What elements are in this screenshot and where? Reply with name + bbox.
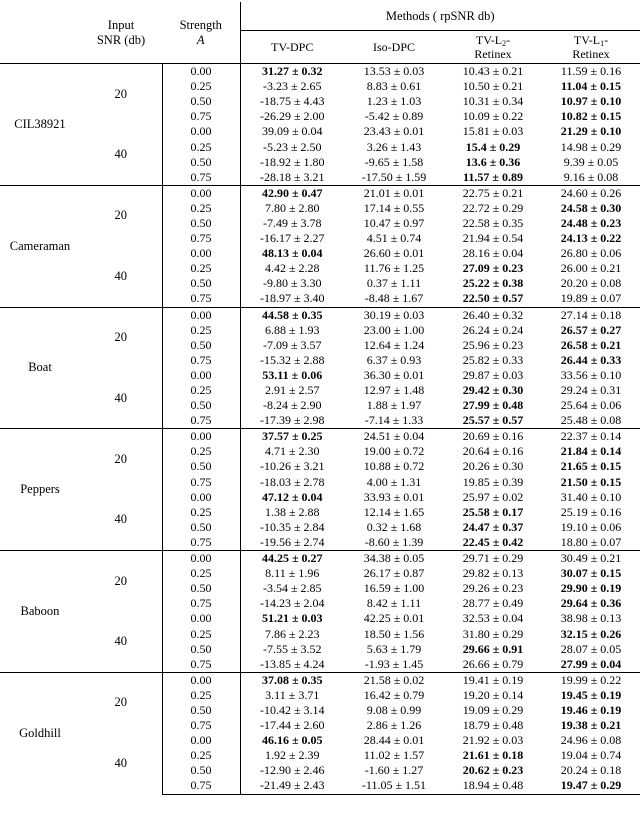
value-cell-iso-dpc: 10.47 ± 0.97: [363, 215, 425, 230]
value-cell-tv-l1-retinex: 38.98 ± 0.13: [560, 611, 622, 626]
value-cell-tv-dpc: -14.23 ± 2.04: [240, 596, 344, 611]
strength-cell: 0.25: [162, 444, 240, 459]
strength-cell: 0.25: [162, 139, 240, 154]
value-cell-iso-dpc: 16.42 ± 0.79: [363, 687, 425, 702]
value-cell-tv-dpc: -13.85 ± 4.24: [240, 657, 344, 673]
value-cell-tv-dpc: 44.58 ± 0.35: [240, 307, 344, 323]
strength-cell: 0.50: [162, 581, 240, 596]
strength-cell: 0.00: [162, 64, 240, 80]
strength-cell: 0.75: [162, 170, 240, 186]
value-cell-tv-l1-retinex: 19.47 ± 0.29: [542, 778, 640, 794]
value-cell-tv-l1-retinex: 22.37 ± 0.14: [542, 429, 640, 445]
value-cell-tv-l2-retinex: 10.31 ± 0.34: [462, 94, 524, 109]
value-cell-tv-dpc: 51.21 ± 0.03: [240, 611, 344, 626]
value-cell-tv-dpc: 6.88 ± 1.93: [240, 323, 344, 338]
value-cell-tv-l2-retinex: 25.97 ± 0.02: [462, 489, 524, 504]
strength-cell: 0.25: [162, 688, 240, 703]
value-cell-tv-l2-retinex: 21.92 ± 0.03: [462, 733, 524, 748]
value-cell-tv-l1-retinex: 33.56 ± 0.10: [560, 367, 622, 382]
value-cell-tv-l1-retinex: 25.64 ± 0.06: [560, 398, 622, 413]
value-cell-tv-dpc: 37.57 ± 0.25: [240, 429, 344, 445]
value-cell-tv-l2-retinex: 27.09 ± 0.23: [462, 261, 524, 276]
value-cell-iso-dpc: 2.86 ± 1.26: [366, 718, 422, 733]
value-cell-iso-dpc: 42.25 ± 0.01: [363, 611, 425, 626]
value-cell-tv-l2-retinex: 29.71 ± 0.29: [444, 551, 542, 567]
strength-cell: 0.75: [162, 778, 240, 794]
value-cell-tv-l2-retinex: 22.72 ± 0.29: [462, 200, 524, 215]
value-cell-iso-dpc: 11.02 ± 1.57: [363, 748, 425, 763]
value-cell-iso-dpc: 4.51 ± 0.74: [366, 231, 422, 246]
value-cell-iso-dpc: 19.00 ± 0.72: [363, 444, 425, 459]
strength-cell: 0.00: [162, 551, 240, 567]
value-cell-tv-l1-retinex: 19.38 ± 0.21: [560, 718, 622, 733]
value-cell-iso-dpc: 5.63 ± 1.79: [366, 641, 422, 656]
strength-cell: 0.75: [162, 413, 240, 429]
value-cell-tv-l2-retinex: 26.66 ± 0.79: [462, 656, 524, 671]
value-cell-tv-dpc: -18.03 ± 2.78: [240, 475, 344, 490]
strength-cell: 0.50: [162, 94, 240, 109]
value-cell-iso-dpc: 13.53 ± 0.03: [344, 64, 444, 80]
value-cell-tv-dpc: 4.42 ± 2.28: [240, 261, 344, 276]
strength-cell: 0.25: [162, 261, 240, 276]
header-methods-group: Methods ( rpSNR db): [240, 2, 640, 31]
value-cell-tv-dpc: -7.49 ± 3.78: [240, 216, 344, 231]
value-cell-tv-l2-retinex: 13.6 ± 0.36: [465, 154, 521, 169]
value-cell-tv-l1-retinex: 11.04 ± 0.15: [561, 79, 621, 94]
value-cell-iso-dpc: 0.32 ± 1.68: [366, 519, 422, 534]
image-name-cell: Baboon: [0, 551, 80, 673]
value-cell-tv-l1-retinex: 25.19 ± 0.16: [560, 504, 622, 519]
value-cell-iso-dpc: 23.00 ± 1.00: [363, 322, 425, 337]
value-cell-tv-dpc: -26.29 ± 2.00: [240, 109, 344, 124]
strength-cell: 0.00: [162, 246, 240, 261]
value-cell-tv-l2-retinex: 29.66 ± 0.91: [462, 641, 524, 656]
value-cell-tv-dpc: -10.42 ± 3.14: [240, 703, 344, 718]
value-cell-tv-l2-retinex: 15.4 ± 0.29: [465, 139, 521, 154]
input-snr-cell: 20: [80, 672, 162, 733]
value-cell-tv-dpc: -17.39 ± 2.98: [240, 413, 344, 429]
image-name-cell: Boat: [0, 307, 80, 429]
strength-cell: 0.50: [162, 642, 240, 657]
strength-cell: 0.50: [162, 216, 240, 231]
strength-cell: 0.50: [162, 155, 240, 170]
value-cell-tv-dpc: 47.12 ± 0.04: [240, 490, 344, 505]
value-cell-tv-l1-retinex: 19.10 ± 0.06: [560, 519, 622, 534]
strength-cell: 0.25: [162, 626, 240, 641]
table-row: [0, 551, 640, 567]
value-cell-tv-l1-retinex: 10.82 ± 0.15: [560, 109, 622, 124]
value-cell-tv-l2-retinex: 25.82 ± 0.33: [462, 352, 524, 367]
strength-cell: 0.25: [162, 383, 240, 398]
strength-cell: 0.75: [162, 596, 240, 611]
value-cell-tv-dpc: 48.13 ± 0.04: [240, 246, 344, 261]
input-snr-cell: 20: [80, 64, 162, 125]
strength-cell: 0.00: [162, 368, 240, 383]
value-cell-tv-l2-retinex: 26.40 ± 0.32: [444, 307, 542, 323]
value-cell-tv-l1-retinex: 26.00 ± 0.21: [560, 261, 622, 276]
strength-cell: 0.75: [162, 231, 240, 246]
value-cell-iso-dpc: 33.93 ± 0.01: [363, 489, 425, 504]
strength-cell: 0.25: [162, 79, 240, 94]
header-strength: Strength A: [179, 17, 222, 47]
value-cell-tv-l2-retinex: 11.57 ± 0.89: [463, 169, 523, 184]
value-cell-tv-l2-retinex: 29.87 ± 0.03: [462, 367, 524, 382]
value-cell-tv-l2-retinex: 18.94 ± 0.48: [444, 778, 542, 794]
value-cell-iso-dpc: 36.30 ± 0.01: [363, 367, 425, 382]
value-cell-tv-l2-retinex: 18.79 ± 0.48: [462, 718, 524, 733]
value-cell-tv-l2-retinex: 20.62 ± 0.23: [462, 763, 524, 778]
value-cell-tv-l1-retinex: 25.48 ± 0.08: [560, 413, 622, 428]
value-cell-tv-l2-retinex: 24.47 ± 0.37: [462, 519, 524, 534]
table-row: [0, 185, 640, 201]
value-cell-tv-dpc: 31.27 ± 0.32: [240, 64, 344, 80]
header-image-column: [0, 2, 80, 64]
value-cell-tv-dpc: -8.24 ± 2.90: [240, 398, 344, 413]
value-cell-tv-dpc: 37.08 ± 0.35: [240, 672, 344, 688]
value-cell-iso-dpc: 21.58 ± 0.02: [344, 672, 444, 688]
value-cell-tv-l1-retinex: 21.84 ± 0.14: [560, 444, 622, 459]
value-cell-tv-dpc: -7.09 ± 3.57: [240, 338, 344, 353]
table-row: [0, 64, 640, 80]
value-cell-iso-dpc: 30.19 ± 0.03: [344, 307, 444, 323]
value-cell-iso-dpc: 1.88 ± 1.97: [366, 398, 422, 413]
value-cell-tv-l1-retinex: 29.64 ± 0.36: [560, 596, 622, 611]
value-cell-tv-l1-retinex: 19.89 ± 0.07: [560, 291, 622, 306]
input-snr-cell: 20: [80, 551, 162, 612]
value-cell-tv-l2-retinex: 20.26 ± 0.30: [462, 459, 524, 474]
value-cell-tv-l1-retinex: 29.24 ± 0.31: [560, 383, 622, 398]
value-cell-iso-dpc: 3.26 ± 1.43: [366, 139, 422, 154]
strength-cell: 0.50: [162, 520, 240, 535]
value-cell-iso-dpc: 8.42 ± 1.11: [366, 596, 422, 611]
strength-cell: 0.25: [162, 201, 240, 216]
value-cell-tv-dpc: -5.23 ± 2.50: [240, 139, 344, 154]
value-cell-tv-l2-retinex: 29.26 ± 0.23: [462, 581, 524, 596]
input-snr-cell: 40: [114, 268, 127, 283]
value-cell-tv-dpc: 46.16 ± 0.05: [240, 733, 344, 748]
strength-cell: 0.50: [162, 703, 240, 718]
header-input-snr: Input SNR (db): [96, 17, 146, 47]
strength-cell: 0.00: [162, 124, 240, 139]
value-cell-iso-dpc: 16.59 ± 1.00: [363, 581, 425, 596]
strength-cell: 0.00: [162, 733, 240, 748]
value-cell-tv-dpc: 39.09 ± 0.04: [240, 124, 344, 139]
value-cell-tv-l1-retinex: 26.57 ± 0.27: [560, 322, 622, 337]
value-cell-tv-dpc: 42.90 ± 0.47: [240, 185, 344, 201]
value-cell-tv-dpc: 53.11 ± 0.06: [240, 368, 344, 383]
value-cell-tv-l1-retinex: 19.45 ± 0.19: [560, 687, 622, 702]
value-cell-tv-l2-retinex: 28.16 ± 0.04: [462, 246, 524, 261]
value-cell-tv-l2-retinex: 32.53 ± 0.04: [462, 611, 524, 626]
value-cell-iso-dpc: 9.08 ± 0.99: [366, 702, 422, 717]
header-method-tv-dpc: TV-DPC: [240, 31, 344, 64]
value-cell-tv-dpc: 1.92 ± 2.39: [240, 748, 344, 763]
value-cell-tv-l1-retinex: 28.07 ± 0.05: [560, 641, 622, 656]
value-cell-tv-dpc: -9.80 ± 3.30: [240, 276, 344, 291]
value-cell-iso-dpc: 6.37 ± 0.93: [366, 352, 422, 367]
value-cell-iso-dpc: 28.44 ± 0.01: [363, 733, 425, 748]
value-cell-tv-l2-retinex: 21.94 ± 0.54: [462, 231, 524, 246]
value-cell-tv-l1-retinex: 10.97 ± 0.10: [560, 94, 622, 109]
strength-cell: 0.50: [162, 763, 240, 778]
value-cell-iso-dpc: 11.76 ± 1.25: [363, 261, 425, 276]
strength-cell: 0.00: [162, 490, 240, 505]
strength-cell: 0.50: [162, 398, 240, 413]
value-cell-tv-l2-retinex: 20.64 ± 0.16: [462, 444, 524, 459]
value-cell-tv-l2-retinex: 25.57 ± 0.57: [462, 413, 524, 428]
input-snr-cell: 40: [114, 147, 127, 162]
value-cell-tv-dpc: -18.75 ± 4.43: [240, 94, 344, 109]
value-cell-iso-dpc: 10.88 ± 0.72: [363, 459, 425, 474]
value-cell-tv-l1-retinex: 24.13 ± 0.22: [560, 231, 622, 246]
value-cell-tv-l2-retinex: 25.58 ± 0.17: [462, 504, 524, 519]
value-cell-tv-l1-retinex: 24.48 ± 0.23: [560, 215, 622, 230]
value-cell-tv-l2-retinex: 26.24 ± 0.24: [462, 322, 524, 337]
value-cell-tv-l1-retinex: 30.07 ± 0.15: [560, 566, 622, 581]
value-cell-tv-l1-retinex: 20.24 ± 0.18: [560, 763, 622, 778]
value-cell-iso-dpc: -1.93 ± 1.45: [364, 656, 424, 671]
value-cell-tv-l1-retinex: 14.98 ± 0.29: [560, 139, 622, 154]
value-cell-iso-dpc: -8.60 ± 1.39: [364, 534, 424, 549]
value-cell-tv-l2-retinex: 19.41 ± 0.19: [444, 672, 542, 688]
value-cell-iso-dpc: 18.50 ± 1.56: [363, 626, 425, 641]
value-cell-tv-dpc: 7.86 ± 2.23: [240, 626, 344, 641]
value-cell-tv-l2-retinex: 19.09 ± 0.29: [462, 702, 524, 717]
value-cell-iso-dpc: 34.38 ± 0.05: [344, 551, 444, 567]
strength-cell: 0.75: [162, 535, 240, 551]
input-snr-cell: 20: [80, 185, 162, 246]
input-snr-cell: 40: [114, 756, 127, 771]
value-cell-tv-l1-retinex: 30.49 ± 0.21: [542, 551, 640, 567]
strength-cell: 0.75: [162, 718, 240, 733]
value-cell-tv-l1-retinex: 21.29 ± 0.10: [560, 124, 622, 139]
strength-cell: 0.75: [162, 475, 240, 490]
value-cell-iso-dpc: -5.42 ± 0.89: [364, 109, 424, 124]
value-cell-tv-l1-retinex: 27.99 ± 0.04: [560, 656, 622, 671]
value-cell-tv-l2-retinex: 31.80 ± 0.29: [462, 626, 524, 641]
table-row: [0, 124, 640, 139]
value-cell-tv-dpc: -28.18 ± 3.21: [240, 170, 344, 186]
strength-cell: 0.00: [162, 611, 240, 626]
value-cell-tv-dpc: -15.32 ± 2.88: [240, 353, 344, 368]
value-cell-tv-dpc: -12.90 ± 2.46: [240, 763, 344, 778]
value-cell-tv-dpc: 1.38 ± 2.88: [240, 505, 344, 520]
value-cell-tv-l2-retinex: 28.77 ± 0.49: [462, 596, 524, 611]
strength-cell: 0.75: [162, 109, 240, 124]
value-cell-tv-l2-retinex: 22.45 ± 0.42: [462, 534, 524, 549]
value-cell-tv-l1-retinex: 18.80 ± 0.07: [560, 534, 622, 549]
input-snr-cell: 40: [114, 634, 127, 649]
results-body: [0, 64, 640, 795]
value-cell-tv-l1-retinex: 32.15 ± 0.26: [560, 626, 622, 641]
strength-cell: 0.50: [162, 459, 240, 474]
value-cell-iso-dpc: 8.83 ± 0.61: [366, 79, 422, 94]
value-cell-iso-dpc: 1.23 ± 1.03: [366, 94, 422, 109]
strength-cell: 0.25: [162, 505, 240, 520]
image-name-cell: CIL38921: [0, 64, 80, 186]
value-cell-tv-l1-retinex: 9.16 ± 0.08: [563, 169, 619, 184]
value-cell-tv-l2-retinex: 22.58 ± 0.35: [462, 215, 524, 230]
strength-cell: 0.00: [162, 429, 240, 445]
value-cell-tv-l2-retinex: 21.61 ± 0.18: [462, 748, 524, 763]
value-cell-tv-dpc: 7.80 ± 2.80: [240, 201, 344, 216]
value-cell-iso-dpc: 12.97 ± 1.48: [363, 383, 425, 398]
value-cell-tv-dpc: -21.49 ± 2.43: [240, 778, 344, 794]
value-cell-tv-l1-retinex: 19.04 ± 0.74: [560, 748, 622, 763]
strength-cell: 0.75: [162, 291, 240, 307]
value-cell-iso-dpc: 4.00 ± 1.31: [366, 474, 422, 489]
value-cell-tv-l2-retinex: 27.99 ± 0.48: [462, 398, 524, 413]
value-cell-iso-dpc: -1.60 ± 1.27: [364, 763, 424, 778]
value-cell-tv-dpc: -17.44 ± 2.60: [240, 718, 344, 733]
value-cell-tv-l1-retinex: 29.90 ± 0.19: [560, 581, 622, 596]
value-cell-tv-l1-retinex: 26.44 ± 0.33: [560, 352, 622, 367]
input-snr-cell: 20: [80, 429, 162, 490]
strength-cell: 0.25: [162, 566, 240, 581]
value-cell-tv-l1-retinex: 26.58 ± 0.21: [560, 337, 622, 352]
value-cell-iso-dpc: -17.50 ± 1.59: [361, 169, 427, 184]
value-cell-iso-dpc: 0.37 ± 1.11: [366, 276, 422, 291]
value-cell-tv-l2-retinex: 29.82 ± 0.13: [462, 566, 524, 581]
value-cell-iso-dpc: 24.51 ± 0.04: [344, 429, 444, 445]
table-row: [0, 429, 640, 445]
table-row: [0, 611, 640, 626]
value-cell-tv-dpc: -3.23 ± 2.65: [240, 79, 344, 94]
table-row: [0, 246, 640, 261]
value-cell-tv-dpc: 3.11 ± 3.71: [240, 688, 344, 703]
value-cell-tv-l1-retinex: 27.14 ± 0.18: [542, 307, 640, 323]
strength-cell: 0.75: [162, 353, 240, 368]
strength-cell: 0.25: [162, 748, 240, 763]
value-cell-iso-dpc: 21.01 ± 0.01: [344, 185, 444, 201]
value-cell-tv-l1-retinex: 31.40 ± 0.10: [560, 489, 622, 504]
value-cell-iso-dpc: 17.14 ± 0.55: [363, 200, 425, 215]
value-cell-tv-l1-retinex: 21.65 ± 0.15: [560, 459, 622, 474]
value-cell-iso-dpc: -8.48 ± 1.67: [364, 291, 424, 306]
value-cell-tv-l1-retinex: 21.50 ± 0.15: [560, 474, 622, 489]
value-cell-tv-l1-retinex: 20.20 ± 0.08: [560, 276, 622, 291]
value-cell-tv-l2-retinex: 10.43 ± 0.21: [444, 64, 542, 80]
strength-cell: 0.00: [162, 307, 240, 323]
value-cell-tv-dpc: 4.71 ± 2.30: [240, 444, 344, 459]
strength-cell: 0.25: [162, 323, 240, 338]
header-method-tv-l2-retinex: $TV-L_2-$ Retinex: [444, 31, 542, 64]
value-cell-tv-dpc: 2.91 ± 2.57: [240, 383, 344, 398]
header-method-tv-l1-retinex: $TV-L_1-$ Retinex: [542, 31, 640, 64]
table-row: [0, 307, 640, 323]
image-name-cell: Goldhill: [0, 672, 80, 794]
value-cell-tv-l1-retinex: 9.39 ± 0.05: [563, 154, 619, 169]
input-snr-cell: 40: [114, 512, 127, 527]
value-cell-iso-dpc: 12.64 ± 1.24: [363, 337, 425, 352]
value-cell-tv-l2-retinex: 15.81 ± 0.03: [462, 124, 524, 139]
value-cell-tv-l2-retinex: 22.75 ± 0.21: [444, 185, 542, 201]
value-cell-tv-l2-retinex: 19.85 ± 0.39: [462, 474, 524, 489]
value-cell-tv-l2-retinex: 19.20 ± 0.14: [462, 687, 524, 702]
strength-cell: 0.50: [162, 338, 240, 353]
value-cell-tv-dpc: -18.92 ± 1.80: [240, 155, 344, 170]
value-cell-tv-l1-retinex: 11.59 ± 0.16: [542, 64, 640, 80]
value-cell-tv-l2-retinex: 29.42 ± 0.30: [462, 383, 524, 398]
value-cell-tv-dpc: -3.54 ± 2.85: [240, 581, 344, 596]
strength-cell: 0.75: [162, 657, 240, 673]
value-cell-tv-l1-retinex: 26.80 ± 0.06: [560, 246, 622, 261]
value-cell-tv-dpc: 8.11 ± 1.96: [240, 566, 344, 581]
value-cell-iso-dpc: 23.43 ± 0.01: [363, 124, 425, 139]
value-cell-tv-l1-retinex: 19.99 ± 0.22: [542, 672, 640, 688]
value-cell-tv-l2-retinex: 22.50 ± 0.57: [462, 291, 524, 306]
value-cell-iso-dpc: 12.14 ± 1.65: [363, 504, 425, 519]
value-cell-iso-dpc: -11.05 ± 1.51: [344, 778, 444, 794]
strength-cell: 0.50: [162, 276, 240, 291]
table-row: [0, 490, 640, 505]
value-cell-tv-dpc: -18.97 ± 3.40: [240, 291, 344, 307]
strength-cell: 0.00: [162, 672, 240, 688]
value-cell-tv-l2-retinex: 10.50 ± 0.21: [462, 79, 524, 94]
value-cell-iso-dpc: 26.17 ± 0.87: [363, 566, 425, 581]
image-name-cell: Peppers: [0, 429, 80, 551]
image-name-cell: Cameraman: [0, 185, 80, 307]
value-cell-tv-dpc: -7.55 ± 3.52: [240, 642, 344, 657]
value-cell-iso-dpc: -9.65 ± 1.58: [364, 154, 424, 169]
results-table: [0, 2, 640, 795]
value-cell-tv-l1-retinex: 24.96 ± 0.08: [560, 733, 622, 748]
table-row: [0, 368, 640, 383]
value-cell-tv-l1-retinex: 24.58 ± 0.30: [560, 200, 622, 215]
input-snr-cell: 20: [80, 307, 162, 368]
value-cell-tv-l2-retinex: 20.69 ± 0.16: [444, 429, 542, 445]
value-cell-tv-l1-retinex: 24.60 ± 0.26: [542, 185, 640, 201]
strength-cell: 0.00: [162, 185, 240, 201]
value-cell-tv-dpc: -16.17 ± 2.27: [240, 231, 344, 246]
input-snr-cell: 40: [114, 390, 127, 405]
value-cell-tv-l2-retinex: 25.22 ± 0.38: [462, 276, 524, 291]
value-cell-tv-dpc: 44.25 ± 0.27: [240, 551, 344, 567]
value-cell-tv-l2-retinex: 10.09 ± 0.22: [462, 109, 524, 124]
value-cell-tv-dpc: -10.26 ± 3.21: [240, 459, 344, 474]
value-cell-iso-dpc: -7.14 ± 1.33: [364, 413, 424, 428]
value-cell-tv-l2-retinex: 25.96 ± 0.23: [462, 337, 524, 352]
value-cell-tv-l1-retinex: 19.46 ± 0.19: [560, 702, 622, 717]
table-row: [0, 733, 640, 748]
value-cell-tv-dpc: -10.35 ± 2.84: [240, 520, 344, 535]
value-cell-iso-dpc: 26.60 ± 0.01: [363, 246, 425, 261]
table-row: [0, 672, 640, 688]
header-method-iso-dpc: Iso-DPC: [344, 31, 444, 64]
value-cell-tv-dpc: -19.56 ± 2.74: [240, 535, 344, 551]
